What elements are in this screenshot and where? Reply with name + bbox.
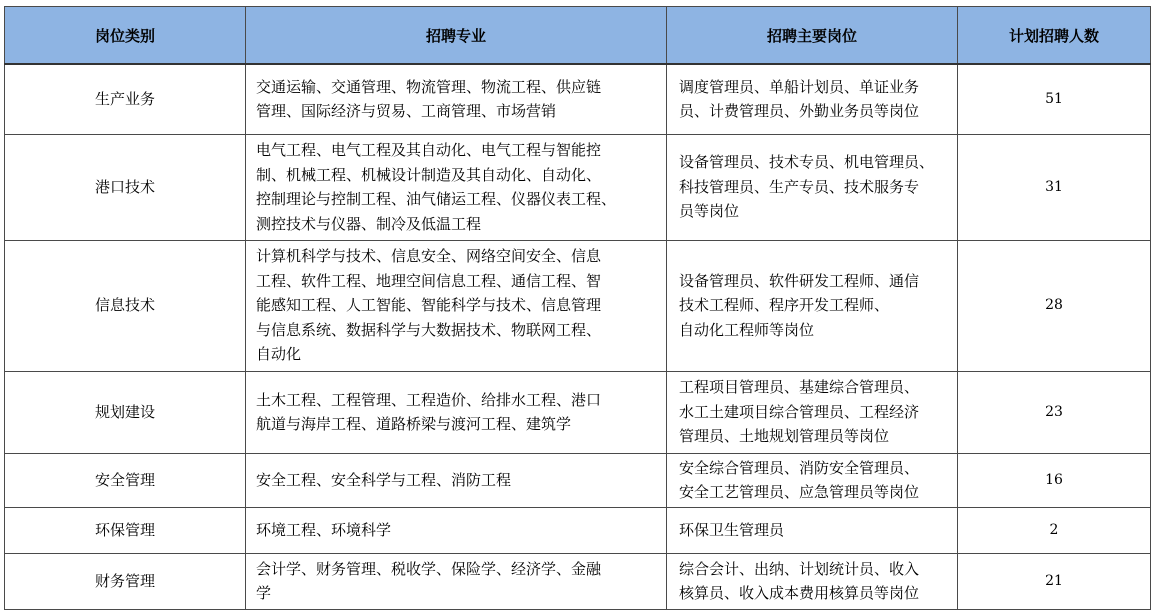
table-row — [5, 553, 1151, 609]
positions-line: 员、计费管理员、外勤业务员等岗位 — [679, 102, 920, 121]
positions-line: 环保卫生管理员 — [679, 520, 785, 539]
cell-category: 财务管理 — [5, 553, 246, 609]
major-line: 控制理论与控制工程、油气储运工程、仪器仪表工程、 — [256, 190, 617, 208]
positions-line: 核算员、收入成本费用核算员等岗位 — [679, 584, 920, 602]
header-positions: 招聘主要岗位 — [667, 7, 958, 65]
positions-line: 自动化工程师等岗位 — [679, 320, 815, 339]
cell-category: 生产业务 — [5, 64, 246, 134]
header-category: 岗位类别 — [5, 7, 246, 65]
cell-category: 信息技术 — [5, 240, 246, 371]
table-header-row — [5, 7, 1151, 65]
major-line: 测控技术与仪器、制冷及低温工程 — [256, 214, 482, 233]
positions-line: 科技管理员、生产专员、技术服务专 — [679, 177, 920, 196]
positions-line: 调度管理员、单船计划员、单证业务 — [679, 77, 920, 96]
cell-count: 51 — [958, 64, 1151, 134]
major-line: 管理、国际经济与贸易、工商管理、市场营销 — [256, 102, 557, 121]
major-line: 自动化 — [256, 345, 302, 364]
major-line: 会计学、财务管理、税收学、保险学、经济学、金融 — [256, 559, 602, 578]
major-line: 土木工程、工程管理、工程造价、给排水工程、港口 — [256, 390, 602, 409]
major-line: 环境工程、环境科学 — [256, 520, 392, 539]
positions-line: 综合会计、出纳、计划统计员、收入 — [679, 559, 920, 578]
cell-major — [246, 453, 667, 507]
table-row — [5, 453, 1151, 507]
positions-line: 员等岗位 — [679, 202, 740, 221]
recruitment-table-container — [4, 6, 1150, 610]
major-line: 能感知工程、人工智能、智能科学与技术、信息管理 — [256, 296, 602, 315]
positions-line: 安全综合管理员、消防安全管理员、 — [679, 458, 920, 477]
positions-line: 技术工程师、程序开发工程师、 — [679, 296, 890, 315]
major-line: 制、机械工程、机械设计制造及其自动化、自动化、 — [256, 165, 602, 184]
cell-positions — [667, 371, 958, 453]
cell-count: 21 — [958, 553, 1151, 609]
cell-count: 31 — [958, 134, 1151, 240]
cell-positions — [667, 64, 958, 134]
positions-line: 设备管理员、软件研发工程师、通信 — [679, 271, 920, 290]
cell-major — [246, 240, 667, 371]
major-line: 工程、软件工程、地理空间信息工程、通信工程、智 — [256, 271, 602, 290]
cell-category: 环保管理 — [5, 507, 246, 553]
major-line: 计算机科学与技术、信息安全、网络空间安全、信息 — [256, 247, 602, 266]
positions-line: 安全工艺管理员、应急管理员等岗位 — [679, 483, 920, 501]
cell-category: 安全管理 — [5, 453, 246, 507]
cell-count: 28 — [958, 240, 1151, 371]
major-line: 电气工程、电气工程及其自动化、电气工程与智能控 — [256, 141, 602, 159]
cell-major — [246, 64, 667, 134]
cell-major — [246, 371, 667, 453]
major-line: 学 — [256, 584, 272, 602]
cell-positions — [667, 240, 958, 371]
cell-major — [246, 507, 667, 553]
cell-count: 2 — [958, 507, 1151, 553]
cell-category: 规划建设 — [5, 371, 246, 453]
cell-count: 23 — [958, 371, 1151, 453]
header-count: 计划招聘人数 — [958, 7, 1151, 65]
cell-category: 港口技术 — [5, 134, 246, 240]
header-major: 招聘专业 — [246, 7, 667, 65]
table-row — [5, 507, 1151, 553]
cell-count: 16 — [958, 453, 1151, 507]
cell-major — [246, 553, 667, 609]
cell-positions — [667, 134, 958, 240]
cell-major — [246, 134, 667, 240]
cell-positions — [667, 453, 958, 507]
table-row — [5, 134, 1151, 240]
major-line: 安全工程、安全科学与工程、消防工程 — [256, 470, 512, 489]
major-line: 交通运输、交通管理、物流管理、物流工程、供应链 — [256, 77, 602, 96]
positions-line: 设备管理员、技术专员、机电管理员、 — [679, 153, 935, 172]
table-row — [5, 240, 1151, 371]
table-row — [5, 371, 1151, 453]
recruitment-table — [4, 6, 1151, 610]
table-body — [5, 64, 1151, 609]
major-line: 航道与海岸工程、道路桥梁与渡河工程、建筑学 — [256, 415, 572, 433]
positions-line: 工程项目管理员、基建综合管理员、 — [679, 378, 920, 397]
positions-line: 管理员、土地规划管理员等岗位 — [679, 427, 890, 446]
cell-positions — [667, 553, 958, 609]
positions-line: 水工土建项目综合管理员、工程经济 — [679, 402, 920, 421]
major-line: 与信息系统、数据科学与大数据技术、物联网工程、 — [256, 320, 602, 339]
table-row — [5, 64, 1151, 134]
cell-positions — [667, 507, 958, 553]
